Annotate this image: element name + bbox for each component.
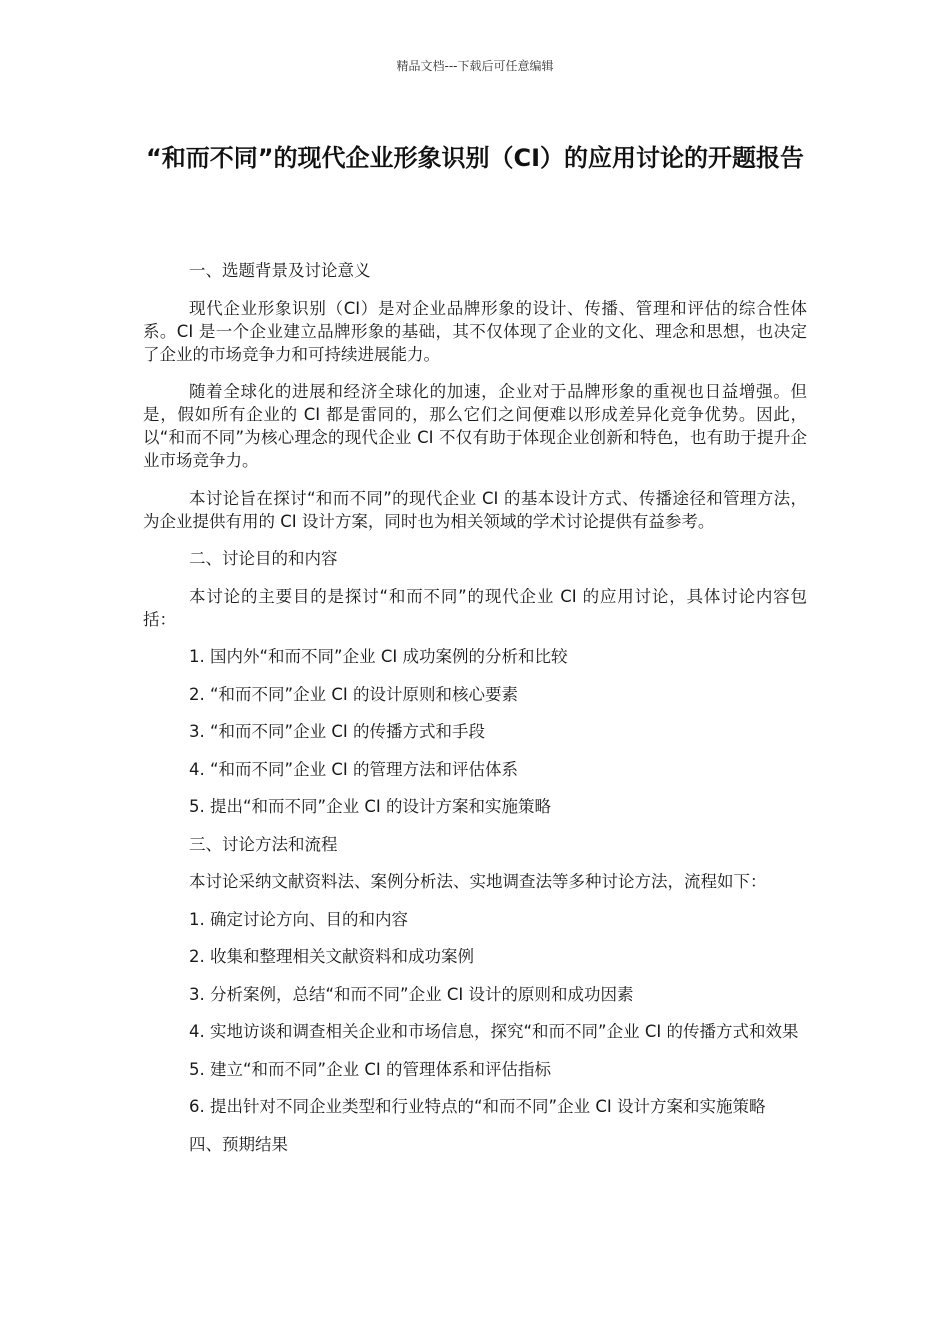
- section-2-paragraph-1: 本讨论的主要目的是探讨“和而不同”的现代企业 CI 的应用讨论，具体讨论内容包括：: [143, 586, 807, 629]
- header-note: 精品文档---下载后可任意编辑: [396, 59, 554, 73]
- section-1-paragraph-3: 本讨论旨在探讨“和而不同”的现代企业 CI 的基本设计方式、传播途径和管理方法，为企业提供有用的 CI 设计方案，同时也为相关领域的学术讨论提供有益参考。: [143, 488, 807, 531]
- section-2-list-item: 5. 提出“和而不同”企业 CI 的设计方案和实施策略: [189, 797, 551, 816]
- section-1-paragraph-1: 现代企业形象识别（CI）是对企业品牌形象的设计、传播、管理和评估的综合性体系。CI 是一个企业建立品牌形象的基础，其不仅体现了企业的文化、理念和思想，也决定了企业的市场竞争力和可持续进展能力。: [143, 298, 807, 364]
- section-3-list-item: 2. 收集和整理相关文献资料和成功案例: [189, 947, 474, 966]
- document-body: [143, 259, 807, 1170]
- section-heading-3: 三、讨论方法和流程: [189, 834, 338, 854]
- section-2-list-item: 3. “和而不同”企业 CI 的传播方式和手段: [189, 722, 485, 741]
- section-3-list-item: 4. 实地访谈和调查相关企业和市场信息，探究“和而不同”企业 CI 的传播方式和效果: [189, 1022, 799, 1041]
- section-heading-2: 二、讨论目的和内容: [189, 549, 338, 568]
- section-3-list-item: 6. 提出针对不同企业类型和行业特点的“和而不同”企业 CI 设计方案和实施策略: [189, 1097, 766, 1116]
- section-2-list-item: 1. 国内外“和而不同”企业 CI 成功案例的分析和比较: [189, 647, 568, 666]
- document-title: “和而不同”的现代企业形象识别（CI）的应用讨论的开题报告: [145, 144, 805, 172]
- section-heading-4: 四、预期结果: [189, 1134, 288, 1154]
- section-heading-1: 一、选题背景及讨论意义: [189, 261, 371, 280]
- section-3-list-item: 5. 建立“和而不同”企业 CI 的管理体系和评估指标: [189, 1059, 551, 1079]
- section-3-list-item: 3. 分析案例，总结“和而不同”企业 CI 设计的原则和成功因素: [189, 984, 634, 1004]
- section-1-paragraph-2: 随着全球化的进展和经济全球化的加速，企业对于品牌形象的重视也日益增强。但是，假如所有企业的 CI 都是雷同的，那么它们之间便难以形成差异化竞争优势。因此，以“和而不同”为核心理念的现代企业 CI 不仅有助于体现企业创新和特色，也有助于提升企业市场竞争力。: [143, 382, 807, 470]
- section-2-list-item: 2. “和而不同”企业 CI 的设计原则和核心要素: [189, 684, 518, 704]
- section-2-list-item: 4. “和而不同”企业 CI 的管理方法和评估体系: [189, 759, 518, 779]
- section-3-paragraph-1: 本讨论采纳文献资料法、案例分析法、实地调查法等多种讨论方法，流程如下：: [189, 872, 767, 891]
- section-3-list-item: 1. 确定讨论方向、目的和内容: [189, 909, 408, 929]
